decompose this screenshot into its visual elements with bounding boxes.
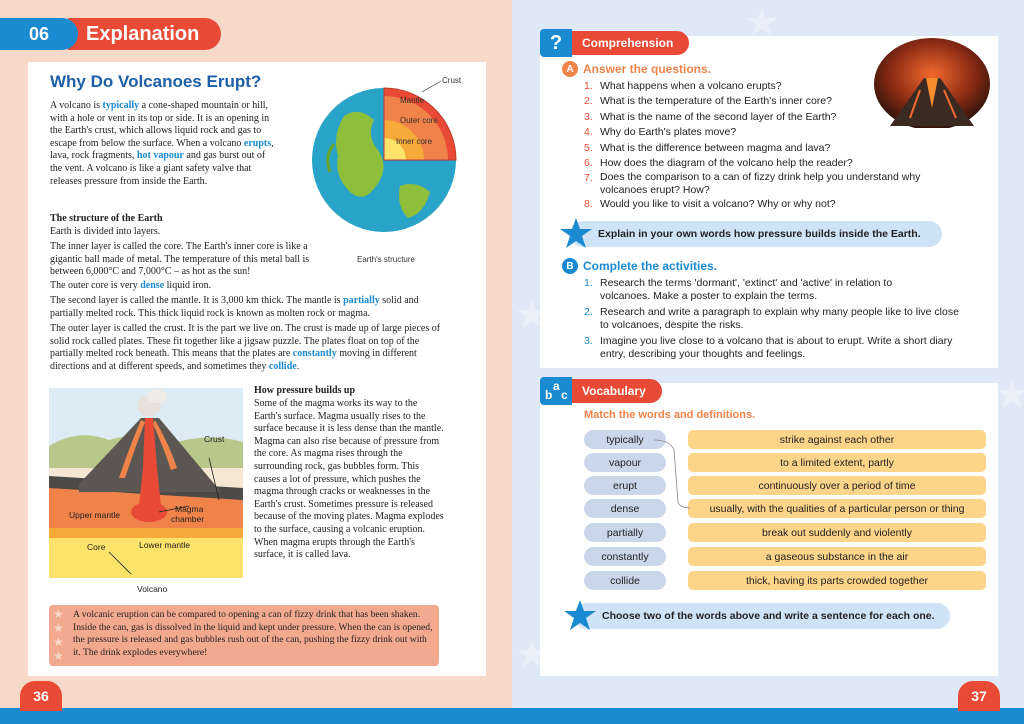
challenge-callout-1 — [570, 221, 942, 247]
star-icon — [558, 216, 594, 252]
volcano-caption: Volcano — [137, 584, 168, 594]
section-b-badge: B — [562, 258, 578, 274]
definition-pill[interactable]: strike against each other — [688, 430, 986, 449]
keyword-constantly: constantly — [292, 348, 337, 360]
vocabulary-instruction: Match the words and definitions. — [584, 409, 756, 421]
definition-pill[interactable]: thick, having its parts crowded together — [688, 571, 986, 590]
activity-item: 2. Research and write a paragraph to explain why many people like to live close to volcanoes, despite the risks. — [584, 305, 959, 332]
question-item: 3. What is the name of the second layer of the Earth? — [584, 110, 837, 123]
section-a-badge: A — [562, 61, 578, 77]
activity-item: 3. Imagine you live close to a volcano that is about to erupt. Write a short diary entry, describing your thoughts and feelings. — [584, 334, 953, 361]
star-icon: ★ — [53, 635, 64, 649]
keyword-hot-vapour: hot vapour — [136, 150, 184, 162]
challenge-2-text: Choose two of the words above and write a sentence for each one. — [602, 610, 935, 622]
word-pill[interactable]: vapour — [584, 453, 666, 472]
comprehension-title: Comprehension — [572, 31, 689, 55]
star-icon: ★ — [53, 607, 64, 621]
outer-core-paragraph: The outer core is very dense liquid iron. — [50, 280, 212, 291]
match-example-line — [652, 436, 692, 516]
star-icon: ★ — [53, 621, 64, 635]
word-pill[interactable]: constantly — [584, 547, 666, 566]
page-number-left: 36 — [20, 681, 62, 711]
activities-list — [584, 277, 964, 363]
keyword-typically: typically — [102, 100, 140, 111]
question-item: 4. Why do Earth's plates move? — [584, 126, 737, 139]
structure-heading: The structure of the Earth — [50, 213, 163, 224]
volcano-label-lower-mantle: Lower mantle — [139, 540, 191, 550]
question-item: 6. How does the diagram of the volcano help the reader? — [584, 157, 853, 170]
earth-label-outer-core: Outer core — [400, 116, 438, 125]
page-number-right: 37 — [958, 681, 1000, 711]
definition-pill[interactable]: continuously over a period of time — [688, 476, 986, 495]
comprehension-header — [540, 29, 689, 57]
pressure-paragraph: Some of the magma works its way to the Earth's surface. Magma usually rises to the surface because it is less dense than the mantle. Magma can also rise because of pressure from the core. As magma rises through the surrounding rock, gas bubbles form. This causes a lot of pressure, which pushes the magma through cracks or weaknesses in the Earth's crust. Sometimes pressure is released because of the moving plates. Magma explodes to the surface, causing a volcanic eruption. When magma erupts through the Earth's surface, it is called lava. — [254, 398, 444, 561]
questions-list — [584, 79, 964, 213]
question-item: 2. What is the temperature of the Earth's inner core? — [584, 95, 832, 108]
earth-caption: Earth's structure — [357, 255, 415, 264]
question-mark-icon: ? — [540, 29, 572, 57]
question-item: 7. Does the comparison to a can of fizzy drink help you understand why volcanoes erupt? How? — [584, 171, 921, 197]
fizzy-drink-box — [49, 605, 439, 666]
volcano-label-chamber: chamber — [171, 514, 205, 524]
definition-pill[interactable]: usually, with the qualities of a particular person or thing — [688, 499, 986, 518]
crust-paragraph: The outer layer is called the crust. It is the part we live on. The crust is made up of large pieces of solid rock called plates. These fit together like a jigsaw puzzle. The plates float on top of the partially melted rock beneath. This means that the plates are constantly moving in different directions and at different speeds, and sometimes they collide. — [50, 323, 441, 372]
challenge-1-text: Explain in your own words how pressure builds inside the Earth. — [598, 228, 921, 240]
earth-label-mantle: Mantle — [400, 96, 425, 105]
fizzy-drink-text: A volcanic eruption can be compared to opening a can of fizzy drink that has been shaken. Inside the can, gas is dissolved in the liquid and kept under pressure. When the can is opened, the pressure is released and gas bubbles rush out of the can, pushing the fizzy drink out with it. The drink explodes everywhere! — [73, 609, 433, 658]
earth-structure-diagram — [304, 76, 464, 236]
star-icon: ★ — [53, 649, 64, 663]
section-b-heading — [562, 258, 717, 274]
volcano-label-crust: Crust — [204, 434, 225, 444]
keyword-collide: collide — [268, 360, 297, 372]
section-a-title: Answer the questions. — [583, 62, 712, 76]
intro-paragraph: A volcano is typically a cone-shaped mountain or hill, with a hole or vent in its top or side. It is an opening in the Earth's crust, which allows liquid rock and gas to escape from below the surface. When a volcano erupts, lava, rock fragments, hot vapour and gas burst out of the vent. A volcano is like a giant safety valve that releases pressure from inside the Earth. — [50, 100, 274, 187]
definition-pill[interactable]: to a limited extent, partly — [688, 453, 986, 472]
earth-crust-leader — [304, 76, 464, 106]
definition-pill[interactable]: a gaseous substance in the air — [688, 547, 986, 566]
pressure-heading: How pressure builds up — [254, 385, 356, 396]
section-b-title: Complete the activities. — [583, 259, 718, 273]
bottom-bar — [0, 708, 1024, 724]
activity-item: 1. Research the terms 'dormant', 'extinct' and 'active' in relation to volcanoes. Make a poster to explain the terms. — [584, 277, 893, 303]
mantle-paragraph: The second layer is called the mantle. It is 3,000 km thick. The mantle is partially solid and partially melted rock. This thick liquid rock is known as molten rock or magma. — [50, 295, 419, 319]
keyword-partially: partially — [343, 295, 380, 306]
core-paragraph: The inner layer is called the core. The Earth's inner core is like a gigantic ball made of metal. The temperature of this metal ball is between 6,000°C and 7,000°C – as hot as the sun! — [50, 241, 310, 278]
unit-tab — [0, 18, 221, 50]
volcano-diagram — [49, 388, 243, 594]
volcano-label-magma: Magma — [175, 504, 204, 514]
question-item: 8. Would you like to visit a volcano? Why or why not? — [584, 198, 836, 211]
challenge-callout-2 — [574, 603, 950, 629]
keyword-erupts: erupts — [243, 137, 272, 149]
word-pill[interactable]: collide — [584, 571, 666, 590]
word-pill[interactable]: typically — [584, 430, 666, 449]
vocabulary-header — [540, 377, 662, 405]
earth-label-inner-core: Inner core — [396, 137, 433, 146]
volcano-label-upper-mantle: Upper mantle — [69, 510, 121, 520]
article-card — [28, 62, 486, 676]
unit-number: 06 — [0, 18, 78, 50]
keyword-dense: dense — [140, 280, 165, 291]
definition-pill[interactable]: break out suddenly and violently — [688, 523, 986, 542]
structure-intro: Earth is divided into layers. — [50, 226, 161, 237]
unit-title: Explanation — [68, 18, 221, 50]
section-a-heading — [562, 61, 711, 77]
earth-label-crust: Crust — [442, 76, 462, 85]
volcano-label-core: Core — [87, 542, 106, 552]
article-title: Why Do Volcanoes Erupt? — [50, 72, 262, 91]
fizzy-stars — [53, 607, 65, 663]
star-icon — [562, 598, 598, 634]
abc-icon: b a c — [540, 377, 572, 405]
question-item: 1. What happens when a volcano erupts? — [584, 80, 782, 92]
word-pill[interactable]: dense — [584, 499, 666, 518]
question-item: 5. What is the difference between magma and lava? — [584, 141, 831, 154]
vocabulary-title: Vocabulary — [572, 379, 662, 403]
word-pill[interactable]: erupt — [584, 476, 666, 495]
word-pill[interactable]: partially — [584, 523, 666, 542]
